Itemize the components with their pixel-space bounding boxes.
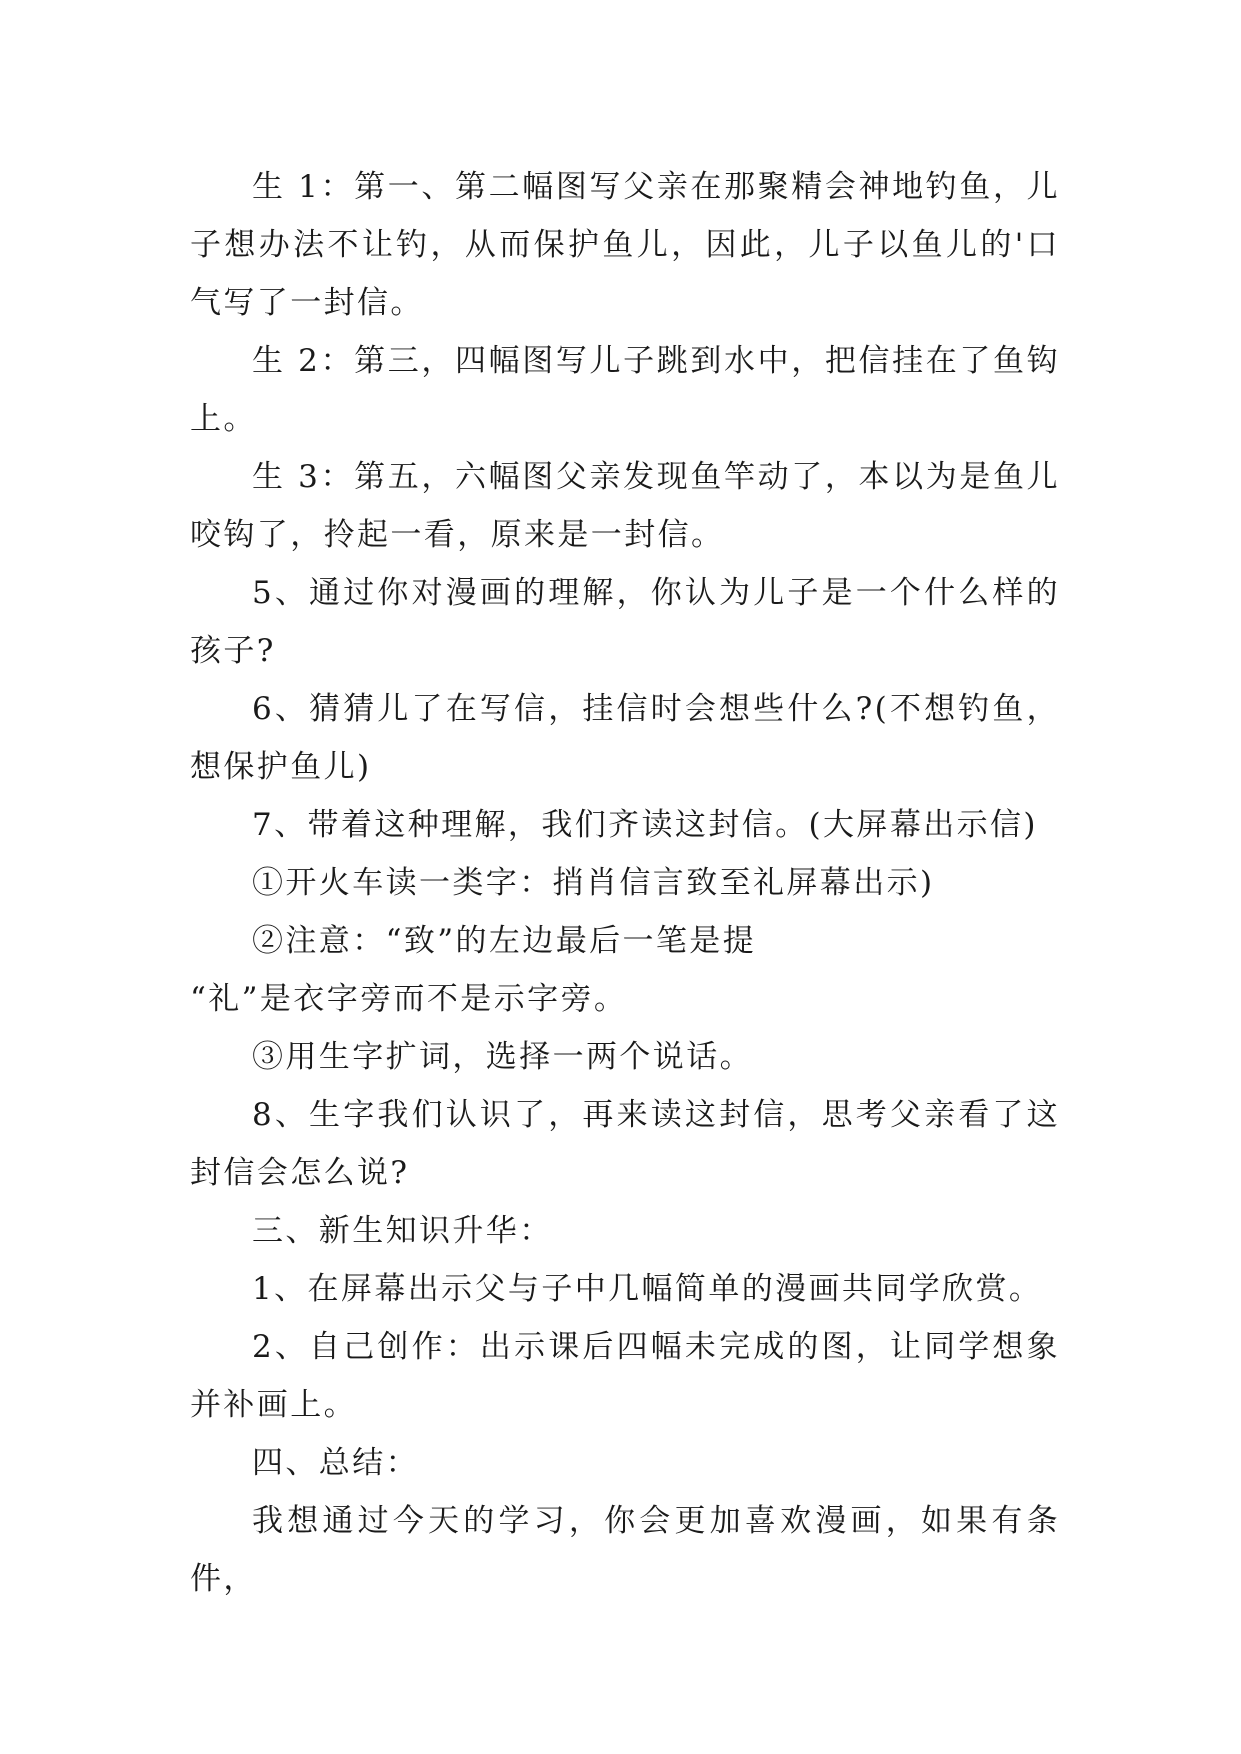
paragraph-substep-2: ②注意：“致”的左边最后一笔是提 [252,923,757,959]
paragraph-item-1: 1、在屏幕出示父与子中几幅简单的漫画共同学欣赏。 [252,1271,1043,1307]
paragraph-step-7: 7、带着这种理解，我们齐读这封信。(大屏幕出示信) [252,807,1038,843]
paragraph-substep-3: ③用生字扩词，选择一两个说话。 [252,1039,753,1075]
paragraph-student-1: 生 1：第一、第二幅图写父亲在那聚精会神地钓鱼，儿子想办法不让钓，从而保护鱼儿，因此，儿子以鱼儿的'口气写了一封信。 [190,169,1060,321]
section-heading-3: 三、新生知识升华： [252,1213,553,1249]
paragraph-item-2: 2、自己创作：出示课后四幅未完成的图，让同学想象并补画上。 [190,1329,1060,1423]
paragraph-student-2: 生 2：第三，四幅图写儿子跳到水中，把信挂在了鱼钩上。 [190,343,1060,437]
paragraph-summary: 我想通过今天的学习，你会更加喜欢漫画，如果有条件， [190,1503,1060,1597]
paragraph-question-5: 5、通过你对漫画的理解，你认为儿子是一个什么样的孩子? [190,575,1060,669]
paragraph-substep-2-cont: “礼”是衣字旁而不是示字旁。 [190,981,628,1017]
paragraph-step-8: 8、生字我们认识了，再来读这封信，思考父亲看了这封信会怎么说? [190,1097,1060,1191]
paragraph-question-6: 6、猜猜儿了在写信，挂信时会想些什么?(不想钓鱼，想保护鱼儿) [190,691,1060,785]
paragraph-student-3: 生 3：第五，六幅图父亲发现鱼竿动了，本以为是鱼儿咬钩了，拎起一看，原来是一封信。 [190,459,1060,553]
document-body [190,158,1060,1608]
paragraph-substep-1: ①开火车读一类字：捎肖信言致至礼屏幕出示) [252,865,935,901]
section-heading-4: 四、总结： [252,1445,419,1481]
